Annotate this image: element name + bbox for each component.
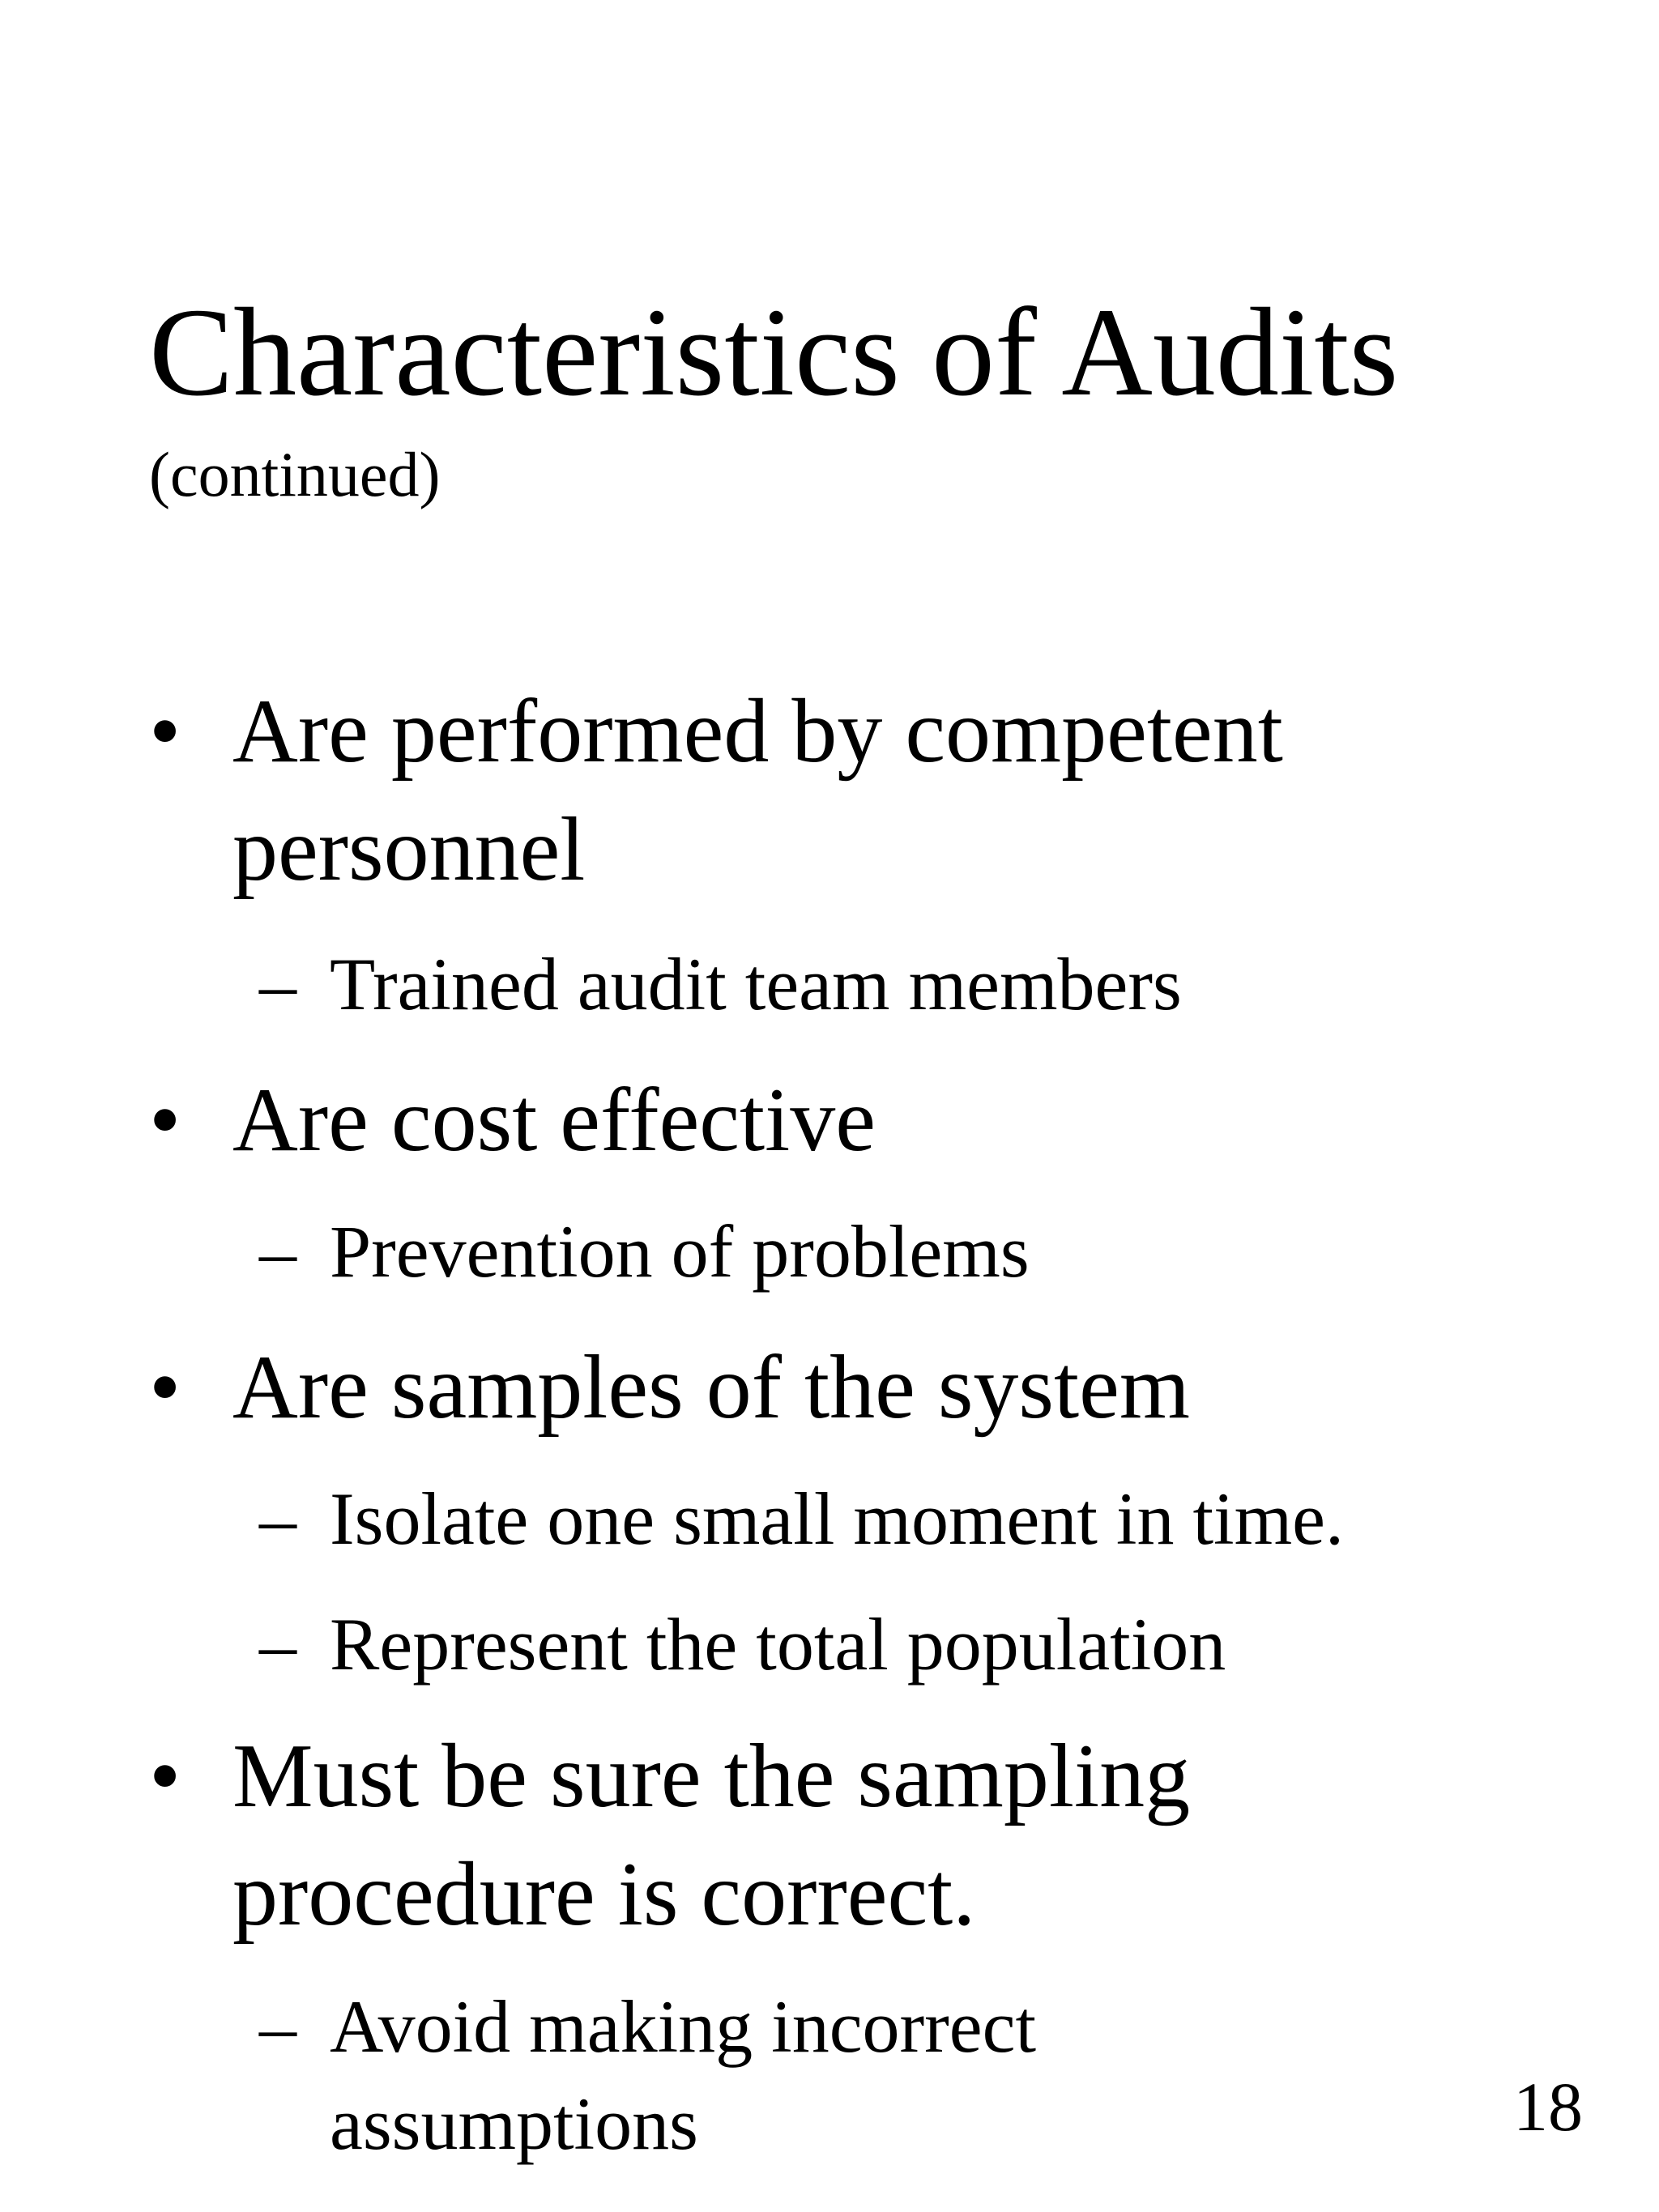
- bullet-text: [232, 672, 1283, 909]
- sub-bullet-text: Represent the total population: [330, 1603, 1226, 1686]
- bullet-text: Are cost effective: [232, 1070, 876, 1170]
- slide-subtitle: (continued): [149, 439, 441, 509]
- bullet-marker: •: [149, 1726, 181, 1826]
- sub-bullet-text: [330, 1978, 1036, 2172]
- bullet-line: Must be sure the sampling: [232, 1726, 1191, 1826]
- slide-title: Characteristics of Audits: [149, 282, 1399, 422]
- sub-bullet-text: Isolate one small moment in time.: [330, 1477, 1344, 1560]
- bullet-line: personnel: [232, 799, 586, 900]
- bullet-line: procedure is correct.: [232, 1844, 976, 1945]
- sub-bullet-line: assumptions: [330, 2082, 698, 2165]
- sub-bullet-marker: –: [259, 1985, 296, 2068]
- bullet-text: Are samples of the system: [232, 1337, 1190, 1438]
- sub-bullet-marker: –: [259, 943, 296, 1025]
- bullet-text: [232, 1717, 1190, 1954]
- sub-bullet-line: Avoid making incorrect: [330, 1985, 1037, 2068]
- sub-bullet-marker: –: [259, 1603, 296, 1686]
- bullet-marker: •: [149, 1070, 181, 1170]
- bullet-line: Are performed by competent: [232, 681, 1283, 782]
- bullet-marker: •: [149, 1337, 181, 1438]
- sub-bullet-text: Trained audit team members: [330, 943, 1182, 1025]
- sub-bullet-text: Prevention of problems: [330, 1210, 1030, 1293]
- sub-bullet-marker: –: [259, 1210, 296, 1293]
- sub-bullet-marker: –: [259, 1477, 296, 1560]
- page-number: 18: [1513, 2068, 1583, 2146]
- bullet-marker: •: [149, 681, 181, 782]
